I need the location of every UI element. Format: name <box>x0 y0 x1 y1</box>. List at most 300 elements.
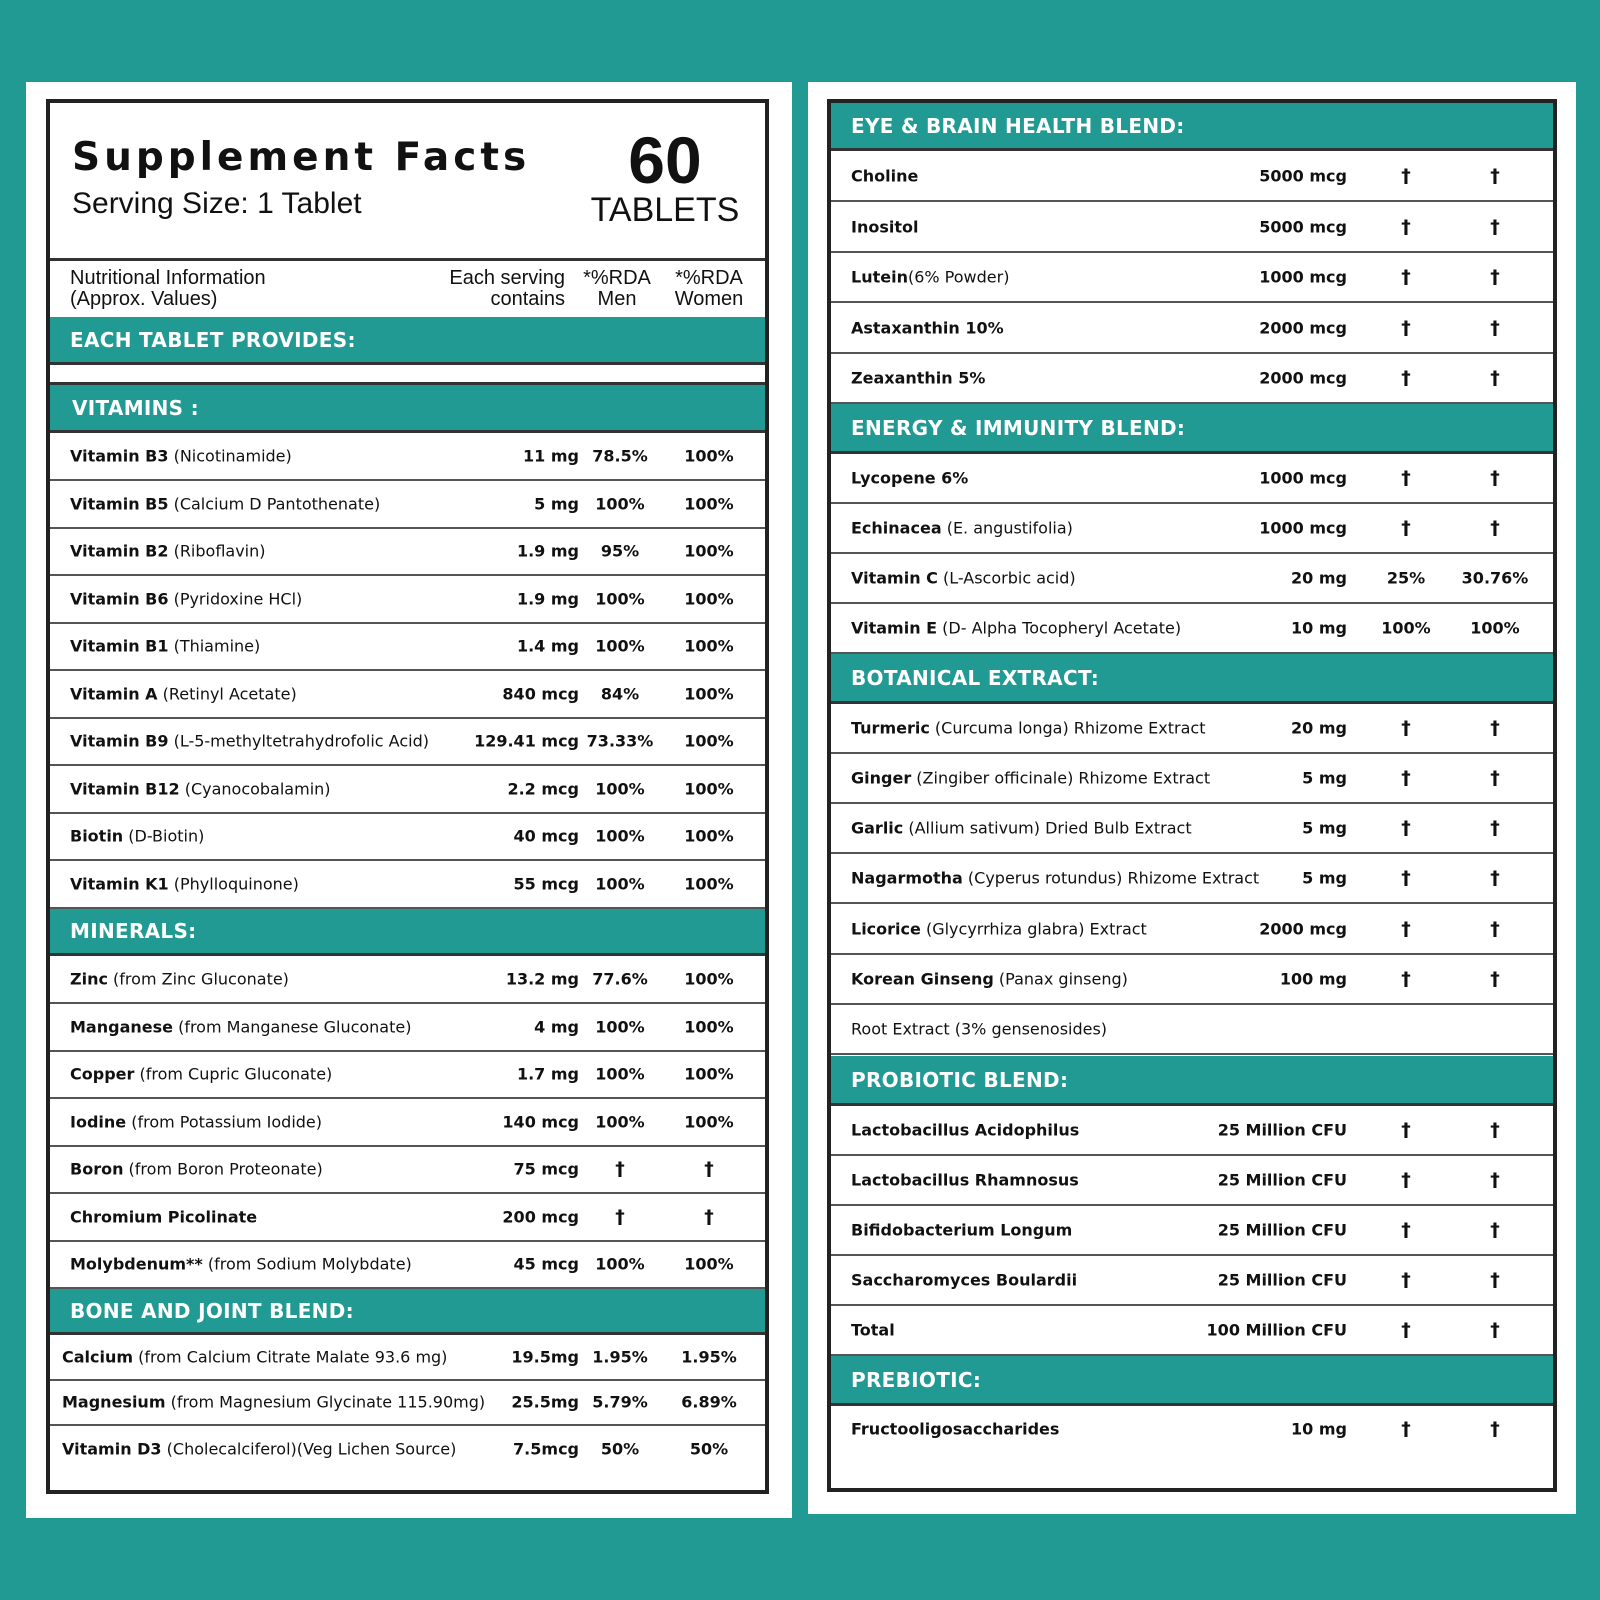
amount-per-serving: 13.2 mg <box>505 969 579 989</box>
rda-women-value: † <box>1490 918 1500 940</box>
ingredient-name-cell <box>851 719 1205 738</box>
ingredient-name: Vitamin B2 <box>70 541 169 561</box>
ingredient-name-cell <box>70 637 260 656</box>
rda-women-value: † <box>1490 1119 1500 1141</box>
rda-women-value: 100% <box>684 541 734 561</box>
section-spacer <box>50 365 765 385</box>
column-header-serving-line2: contains <box>490 288 565 310</box>
column-header-serving-line1: Each serving <box>449 267 565 289</box>
ingredient-name: Chromium Picolinate <box>70 1207 258 1227</box>
ingredient-name-cell <box>851 1420 1059 1439</box>
table-row <box>831 1156 1553 1206</box>
ingredient-name-cell <box>70 1113 322 1132</box>
rda-men-value: † <box>1401 164 1411 187</box>
rda-women-value: 100% <box>684 446 734 466</box>
ingredient-description: (L-5-methyltetrahydrofolic Acid) <box>168 731 429 751</box>
rda-men-value: 100% <box>595 779 645 799</box>
amount-per-serving: 1000 mcg <box>1259 518 1347 538</box>
table-row <box>831 1306 1553 1356</box>
ingredient-name: Vitamin B1 <box>70 636 169 656</box>
rda-men-value: 100% <box>595 1017 645 1037</box>
amount-per-serving: 40 mcg <box>513 826 579 846</box>
ingredient-description: (6% Powder) <box>907 267 1010 286</box>
amount-per-serving: 45 mcg <box>513 1254 579 1274</box>
table-row <box>831 303 1553 354</box>
rda-men-value: † <box>1401 767 1411 789</box>
rda-men-value: † <box>1401 918 1411 940</box>
rda-women-value: 100% <box>1470 618 1520 638</box>
ingredient-name-cell <box>70 447 292 466</box>
ingredient-name: Vitamin B5 <box>70 494 169 514</box>
amount-per-serving: 1.9 mg <box>516 589 579 609</box>
table-row <box>50 1146 765 1194</box>
ingredient-name-cell <box>851 1321 895 1340</box>
rda-women-value: † <box>704 1158 714 1180</box>
ingredient-name: Turmeric <box>851 718 930 738</box>
table-row <box>50 671 765 719</box>
rda-men-value: † <box>1401 968 1411 990</box>
amount-per-serving: 2000 mcg <box>1259 318 1347 337</box>
ingredient-name: Total <box>851 1320 895 1340</box>
ingredient-name-cell <box>851 1271 1077 1290</box>
column-header-women-line1: *%RDA <box>675 267 743 289</box>
ingredient-name-cell <box>851 819 1192 838</box>
tablet-count-unit: TABLETS <box>590 191 740 229</box>
ingredient-name-cell <box>851 1171 1079 1190</box>
amount-per-serving: 4 mg <box>534 1017 579 1037</box>
amount-per-serving: 20 mg <box>1291 718 1347 738</box>
ingredient-description: (E. angustifolia) <box>941 518 1073 538</box>
table-row <box>50 433 765 481</box>
table-row <box>831 704 1553 754</box>
rda-women-value: 30.76% <box>1461 568 1529 588</box>
rda-men-value: † <box>1401 817 1411 839</box>
rda-women-value: † <box>1490 1169 1500 1191</box>
rda-women-value: 100% <box>684 636 734 656</box>
ingredient-description: (Thiamine) <box>168 636 261 656</box>
ingredient-name: Zeaxanthin 5% <box>851 368 986 387</box>
ingredient-description: (Glycyrrhiza glabra) Extract <box>920 919 1147 939</box>
column-header-serving <box>440 268 565 310</box>
table-row <box>50 576 765 624</box>
ingredient-name: Astaxanthin 10% <box>851 318 1004 337</box>
ingredient-description: (Cholecalciferol)(Veg Lichen Source) <box>161 1439 457 1459</box>
section-vitamins: VITAMINS : <box>50 385 765 433</box>
ingredient-name-cell <box>851 217 918 236</box>
rda-women-value: † <box>1490 1418 1500 1440</box>
table-row <box>50 813 765 861</box>
rda-women-value: † <box>1490 1319 1500 1341</box>
rda-men-value: 84% <box>600 684 640 704</box>
table-row <box>831 604 1553 654</box>
ingredient-name: Magnesium <box>62 1392 166 1412</box>
column-header-men-line1: *%RDA <box>583 267 651 289</box>
table-row <box>831 252 1553 303</box>
rda-women-value: 100% <box>684 779 734 799</box>
ingredient-name: Boron <box>70 1159 124 1179</box>
rda-women-value: † <box>1490 467 1500 489</box>
ingredient-description: (Allium sativum) Dried Bulb Extract <box>903 818 1192 838</box>
ingredient-name-cell <box>70 542 266 561</box>
amount-per-serving: 840 mcg <box>502 684 579 704</box>
ingredient-name-cell <box>851 769 1210 788</box>
amount-per-serving: 1.4 mg <box>516 636 579 656</box>
amount-per-serving: 25 Million CFU <box>1217 1120 1347 1140</box>
amount-per-serving: 11 mg <box>523 446 579 466</box>
section-minerals: MINERALS: <box>50 908 765 956</box>
ingredient-description: (D- Alpha Tocopheryl Acetate) <box>937 618 1182 638</box>
amount-per-serving: 2000 mcg <box>1259 368 1347 387</box>
ingredient-description: (L-Ascorbic acid) <box>937 568 1076 588</box>
table-row <box>50 861 765 909</box>
rda-men-value: 50% <box>600 1439 640 1459</box>
ingredient-name: Calcium <box>62 1347 134 1367</box>
ingredient-name: Garlic <box>851 818 904 838</box>
column-header-info-line1: Nutritional Information <box>70 267 266 289</box>
rda-men-value: † <box>1401 717 1411 739</box>
ingredient-name-cell <box>851 368 985 387</box>
ingredient-description: (Retinyl Acetate) <box>157 684 297 704</box>
section-botanical-heading: BOTANICAL EXTRACT: <box>831 654 1553 704</box>
amount-per-serving: 1.9 mg <box>516 541 579 561</box>
ingredient-name: Ginger <box>851 768 912 788</box>
table-row <box>50 528 765 576</box>
ingredient-name: Fructooligosaccharides <box>851 1419 1060 1439</box>
ingredient-name: Vitamin D3 <box>62 1439 162 1459</box>
rda-women-value: 100% <box>684 826 734 846</box>
ingredient-name: Licorice <box>851 919 921 939</box>
rda-women-value: † <box>1490 817 1500 839</box>
amount-per-serving: 5 mg <box>1302 818 1347 838</box>
ingredient-name: Vitamin K1 <box>70 874 169 894</box>
amount-per-serving: 1000 mcg <box>1259 468 1347 488</box>
ingredient-name: Iodine <box>70 1112 127 1132</box>
column-header-men-line2: Men <box>597 288 637 310</box>
rda-men-value: 100% <box>595 1254 645 1274</box>
section-bone-joint-blend: BONE AND JOINT BLEND: <box>50 1289 765 1335</box>
table-row <box>50 766 765 814</box>
amount-per-serving: 2000 mcg <box>1259 919 1347 939</box>
rda-women-value: 1.95% <box>681 1347 737 1367</box>
rda-men-value: † <box>1401 1119 1411 1141</box>
ingredient-name-cell <box>70 970 289 989</box>
rda-men-value: † <box>1401 316 1411 339</box>
rda-men-value: † <box>1401 467 1411 489</box>
column-header-info-line2: (Approx. Values) <box>70 288 218 310</box>
ingredient-description: (from Boron Proteonate) <box>123 1159 323 1179</box>
table-row <box>831 1106 1553 1156</box>
rda-men-value: † <box>1401 517 1411 539</box>
amount-per-serving: 25.5mg <box>511 1392 579 1412</box>
ingredient-name: Vitamin B12 <box>70 779 180 799</box>
rda-men-value: 77.6% <box>592 969 648 989</box>
rda-men-value: † <box>1401 1219 1411 1241</box>
table-row <box>831 1406 1553 1452</box>
ingredient-description: (Cyperus rotundus) Rhizome Extract <box>962 868 1260 888</box>
table-row <box>50 1335 765 1381</box>
table-row <box>831 1206 1553 1256</box>
ingredient-name-cell <box>851 1121 1079 1140</box>
rda-men-value: † <box>1401 215 1411 238</box>
table-row <box>831 955 1553 1005</box>
rda-women-value: 6.89% <box>681 1392 737 1412</box>
ingredient-name-cell <box>851 619 1181 638</box>
ingredient-name-cell <box>851 267 1009 286</box>
column-header-info <box>70 268 266 310</box>
supplement-facts-right-panel <box>827 99 1557 1492</box>
amount-per-serving: 25 Million CFU <box>1217 1270 1347 1290</box>
ingredient-description: (Riboflavin) <box>168 541 266 561</box>
amount-per-serving: 75 mcg <box>513 1159 579 1179</box>
ingredient-name: Bifidobacterium Longum <box>851 1220 1073 1240</box>
ingredient-name: Lycopene 6% <box>851 468 969 488</box>
amount-per-serving: 140 mcg <box>502 1112 579 1132</box>
rda-men-value: † <box>1401 366 1411 389</box>
ingredient-name-cell <box>70 732 429 751</box>
ingredient-description: (from Potassium Iodide) <box>126 1112 322 1132</box>
supplement-facts-left-panel <box>46 99 769 1494</box>
table-row <box>831 554 1553 604</box>
rda-men-value: † <box>615 1206 625 1228</box>
rda-men-value: 25% <box>1386 568 1426 588</box>
header-divider <box>50 258 765 261</box>
ingredient-name: Lactobacillus Rhamnosus <box>851 1170 1079 1190</box>
table-row <box>831 504 1553 554</box>
rda-women-value: † <box>1490 1269 1500 1291</box>
rda-women-value: † <box>1490 867 1500 889</box>
ingredient-description: (Curcuma longa) Rhizome Extract <box>929 718 1206 738</box>
ingredient-name-cell <box>851 569 1076 588</box>
ingredient-name-cell <box>70 780 331 799</box>
amount-per-serving: 55 mcg <box>513 874 579 894</box>
table-row <box>50 956 765 1004</box>
rda-women-value: † <box>1490 517 1500 539</box>
ingredient-name: Biotin <box>70 826 124 846</box>
rda-women-value: † <box>1490 215 1500 238</box>
table-row <box>50 481 765 529</box>
table-row <box>831 353 1553 404</box>
ingredient-name: Lactobacillus Acidophilus <box>851 1120 1080 1140</box>
rda-women-value: 50% <box>689 1439 729 1459</box>
rda-men-value: 78.5% <box>592 446 648 466</box>
rda-women-value: 100% <box>684 1254 734 1274</box>
ingredient-name: Vitamin B9 <box>70 731 169 751</box>
rda-men-value: 100% <box>595 636 645 656</box>
amount-per-serving: 1.7 mg <box>516 1064 579 1084</box>
table-row <box>50 1194 765 1242</box>
amount-per-serving: 25 Million CFU <box>1217 1170 1347 1190</box>
rda-women-value: † <box>1490 164 1500 187</box>
table-row <box>831 754 1553 804</box>
ingredient-name: Vitamin B3 <box>70 446 169 466</box>
table-row <box>831 854 1553 904</box>
rda-men-value: 100% <box>595 1112 645 1132</box>
rda-men-value: 100% <box>595 589 645 609</box>
ingredient-name-cell <box>70 495 380 514</box>
rda-men-value: 1.95% <box>592 1347 648 1367</box>
ingredient-description: (from Zinc Gluconate) <box>107 969 289 989</box>
amount-per-serving: 19.5mg <box>511 1347 579 1367</box>
rda-women-value: † <box>704 1206 714 1228</box>
ingredient-name: Inositol <box>851 217 919 236</box>
ingredient-name-cell <box>851 1221 1072 1240</box>
rda-men-value: 95% <box>600 541 640 561</box>
table-row <box>50 718 765 766</box>
table-row <box>50 1241 765 1289</box>
ingredient-description: (from Cupric Gluconate) <box>134 1064 333 1084</box>
amount-per-serving: 200 mcg <box>502 1207 579 1227</box>
ingredient-name: Vitamin A <box>70 684 158 704</box>
table-row <box>50 1051 765 1099</box>
rda-women-value: 100% <box>684 589 734 609</box>
table-row <box>50 1099 765 1147</box>
rda-men-value: † <box>1401 1269 1411 1291</box>
ingredient-description: (Calcium D Pantothenate) <box>168 494 381 514</box>
rda-women-value: 100% <box>684 1017 734 1037</box>
amount-per-serving: 10 mg <box>1291 1419 1347 1439</box>
column-header-rda-men <box>577 268 657 310</box>
ingredient-name: Korean Ginseng <box>851 969 994 989</box>
ingredient-name: Zinc <box>70 969 108 989</box>
ingredient-name-cell <box>851 1020 1107 1039</box>
rda-men-value: † <box>1401 1319 1411 1341</box>
ingredient-description: (from Calcium Citrate Malate 93.6 mg) <box>133 1347 448 1367</box>
column-header-women-line2: Women <box>674 288 744 310</box>
ingredient-name-cell <box>851 469 968 488</box>
amount-per-serving: 25 Million CFU <box>1217 1220 1347 1240</box>
rda-women-value: † <box>1490 366 1500 389</box>
ingredient-name-cell <box>62 1348 447 1367</box>
rda-women-value: 100% <box>684 1112 734 1132</box>
ingredient-name-cell <box>70 685 297 704</box>
column-header-rda-women <box>666 268 752 310</box>
serving-size: Serving Size: 1 Tablet <box>72 187 362 220</box>
amount-per-serving: 2.2 mcg <box>507 779 579 799</box>
rda-men-value: † <box>1401 265 1411 288</box>
rda-women-value: † <box>1490 968 1500 990</box>
table-row <box>831 454 1553 504</box>
ingredient-description: (Nicotinamide) <box>168 446 292 466</box>
section-each-tablet-provides: EACH TABLET PROVIDES: <box>50 317 765 365</box>
page-title: Supplement Facts <box>72 135 531 180</box>
table-row <box>50 1380 765 1426</box>
ingredient-name-cell <box>851 166 918 185</box>
amount-per-serving: 5 mg <box>1302 768 1347 788</box>
ingredient-name: Echinacea <box>851 518 942 538</box>
rda-women-value: 100% <box>684 969 734 989</box>
ingredient-name-cell <box>70 1065 332 1084</box>
section-energy-heading: ENERGY & IMMUNITY BLEND: <box>831 404 1553 454</box>
ingredient-name-cell <box>70 1255 412 1274</box>
ingredient-name-cell <box>851 869 1259 888</box>
rda-men-value: 100% <box>595 494 645 514</box>
rda-women-value: 100% <box>684 731 734 751</box>
rda-women-value: † <box>1490 1219 1500 1241</box>
table-row <box>50 623 765 671</box>
amount-per-serving: 5000 mcg <box>1259 166 1347 185</box>
ingredient-name: Saccharomyces Boulardii <box>851 1270 1078 1290</box>
table-row <box>50 1426 765 1472</box>
ingredient-name-cell <box>851 970 1128 989</box>
amount-per-serving: 1000 mcg <box>1259 267 1347 286</box>
ingredient-description: (from Manganese Gluconate) <box>172 1017 412 1037</box>
ingredient-description: (Panax ginseng) <box>993 969 1128 989</box>
ingredient-name: Molybdenum** <box>70 1254 203 1274</box>
ingredient-name-cell <box>70 1160 323 1179</box>
rda-women-value: 100% <box>684 874 734 894</box>
ingredient-description: (from Magnesium Glycinate 115.90mg) <box>165 1392 486 1412</box>
table-row <box>831 1256 1553 1306</box>
ingredient-name-cell <box>851 318 1004 337</box>
rda-men-value: † <box>615 1158 625 1180</box>
ingredient-description: (Phylloquinone) <box>168 874 299 894</box>
ingredient-name: Lutein <box>851 267 908 286</box>
rda-men-value: 100% <box>1381 618 1431 638</box>
amount-per-serving: 100 mg <box>1279 969 1347 989</box>
rda-men-value: 100% <box>595 874 645 894</box>
rda-men-value: 100% <box>595 1064 645 1084</box>
ingredient-name: Vitamin C <box>851 568 938 588</box>
ingredient-name-cell <box>70 827 204 846</box>
amount-per-serving: 20 mg <box>1291 568 1347 588</box>
ingredient-name-cell <box>70 1208 257 1227</box>
amount-per-serving: 100 Million CFU <box>1206 1320 1347 1340</box>
ingredient-description: (D-Biotin) <box>123 826 205 846</box>
table-row <box>831 905 1553 955</box>
ingredient-name: Copper <box>70 1064 135 1084</box>
ingredient-name: Choline <box>851 166 919 185</box>
amount-per-serving: 5000 mcg <box>1259 217 1347 236</box>
ingredient-description: Root Extract (3% gensenosides) <box>851 1019 1108 1039</box>
amount-per-serving: 129.41 mcg <box>474 731 579 751</box>
rda-men-value: † <box>1401 867 1411 889</box>
ingredient-name-cell <box>70 590 302 609</box>
ingredient-name: Nagarmotha <box>851 868 963 888</box>
ingredient-name-cell <box>62 1393 485 1412</box>
ingredient-description: (Zingiber officinale) Rhizome Extract <box>911 768 1211 788</box>
rda-men-value: 73.33% <box>586 731 654 751</box>
ingredient-name-cell <box>851 920 1147 939</box>
table-row <box>50 1004 765 1052</box>
ingredient-name-cell <box>62 1440 456 1459</box>
amount-per-serving: 7.5mcg <box>513 1439 579 1459</box>
amount-per-serving: 10 mg <box>1291 618 1347 638</box>
rda-women-value: 100% <box>684 494 734 514</box>
ingredient-name: Vitamin E <box>851 618 938 638</box>
rda-women-value: † <box>1490 316 1500 339</box>
rda-men-value: † <box>1401 1418 1411 1440</box>
ingredient-name-cell <box>70 875 299 894</box>
ingredient-name: Vitamin B6 <box>70 589 169 609</box>
rda-women-value: † <box>1490 767 1500 789</box>
ingredient-name-cell <box>851 519 1073 538</box>
section-prebiotic-heading: PREBIOTIC: <box>831 1356 1553 1406</box>
table-row <box>831 804 1553 854</box>
rda-men-value: † <box>1401 1169 1411 1191</box>
ingredient-name-cell <box>70 1018 411 1037</box>
rda-women-value: † <box>1490 265 1500 288</box>
table-row <box>831 1005 1553 1055</box>
ingredient-description: (from Sodium Molybdate) <box>202 1254 412 1274</box>
rda-men-value: 5.79% <box>592 1392 648 1412</box>
ingredient-description: (Cyanocobalamin) <box>179 779 331 799</box>
table-row <box>831 202 1553 253</box>
amount-per-serving: 5 mg <box>1302 868 1347 888</box>
amount-per-serving: 5 mg <box>534 494 579 514</box>
rda-women-value: † <box>1490 717 1500 739</box>
rda-women-value: 100% <box>684 1064 734 1084</box>
ingredient-name: Manganese <box>70 1017 173 1037</box>
